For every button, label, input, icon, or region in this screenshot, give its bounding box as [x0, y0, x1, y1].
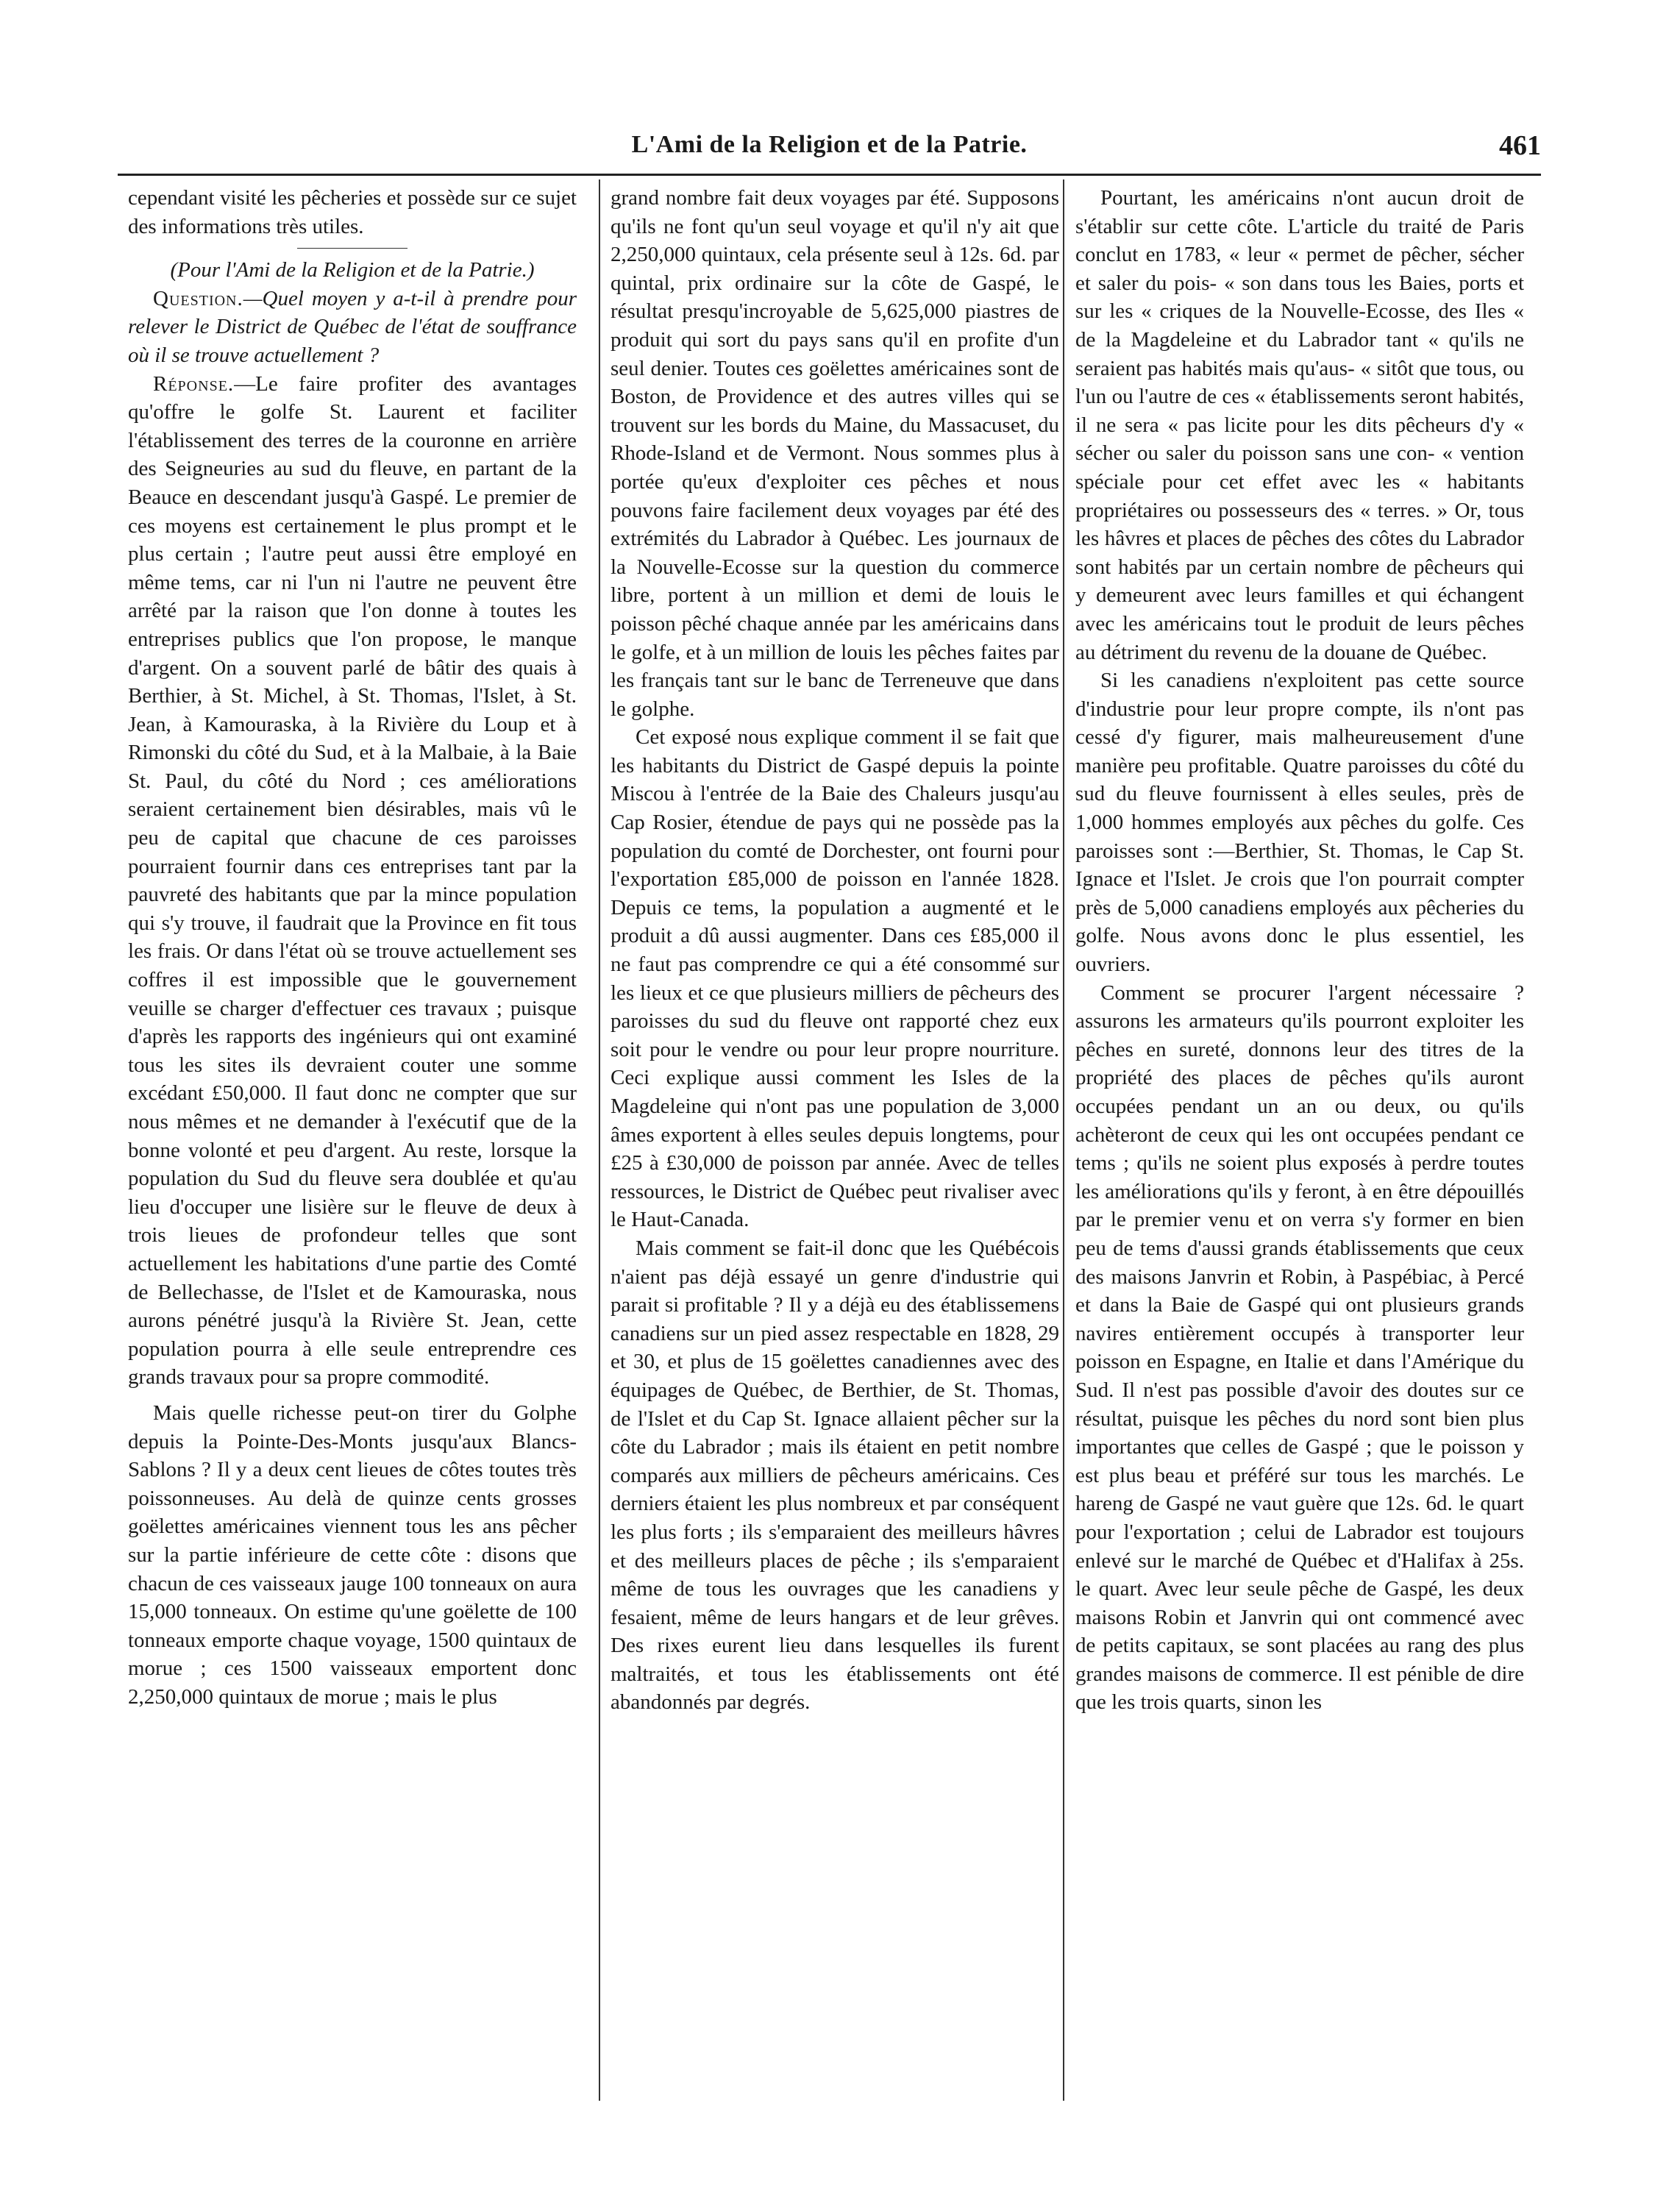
question-paragraph	[128, 285, 577, 370]
paragraph: Si les canadiens n'exploitent pas cette source d'industrie pour leur propre compte, ils n'ont pas cessé d'y figurer, mais malheureusement d'une manière peu profitable. Quatre paroisses du côté du sud du fleuve fournissent à elles seules, près de 1,000 hommes employés aux pêches du golfe. Ces paroisses sont :—Berthier, St. Thomas, le Cap St. Ignace et l'Islet. Je crois que l'on pourrait compter près de 5,000 canadiens employés aux pêcheries du golfe. Nous avons donc le plus essentiel, les ouvriers.	[1075, 669, 1524, 977]
paragraph: grand nombre fait deux voyages par été. Supposons qu'ils ne font qu'un seul voyage et qu'il n'y ait que 2,250,000 quintaux, cela présente seul à 12s. 6d. par quintal, prix ordinaire sur la côte de Gaspé, le résultat presqu'incroyable de 5,625,000 piastres de produit qui sort du pays sans qu'il en profite d'un seul denier. Toutes ces goëlettes américaines sont de Boston, de Providence et des autres villes qui se trouvent sur les bords du Maine, du Massacuset, du Rhode-Island et de Vermont. Nous sommes plus à portée qu'eux d'exploiter ces pêches et nous pouvons faire facilement deux voyages par été des extrémités du Labrador à Québec. Les journaux de la Nouvelle-Ecosse sur la question du commerce libre, portent à un million et demi de louis le poisson pêché chaque année par les américains dans le golfe, et à un million de louis les pêches faites par les français tant sur le banc de Terreneuve que dans le golphe.	[611, 186, 1059, 721]
paragraph: Cet exposé nous explique comment il se fait que les habitants du District de Gaspé depuis la pointe Miscou à l'entrée de la Baie des Chaleurs jusqu'au Cap Rosier, étendue de pays qui ne possède pas la population du comté de Dorchester, ont fourni pour l'exportation £85,000 de poisson en l'année 1828. Depuis ce tems, la population a augmenté et le produit a dû aussi augmenter. Dans ces £85,000 il ne faut pas comprendre ce qui a été consommé sur les lieux et ce que plusieurs milliers de pêcheurs des paroisses du sud du fleuve ont rapporté chez eux soit pour le vendre ou pour leur propre nourriture. Ceci explique aussi comment les Isles de la Magdeleine qui n'ont pas une population de 3,000 âmes exportent à elles seules depuis longtems, pour £25 à £30,000 de poisson par année. Avec de telles ressources, le District de Québec peut rivaliser avec le Haut-Canada.	[611, 725, 1059, 1232]
question-text: —Quel moyen y a-t-il à prendre pour relever le District de Québec de l'état de souffrance où il se trouve actuellement ?	[128, 286, 577, 367]
paragraph: cependant visité les pêcheries et possède sur ce sujet des informations très utiles.	[128, 186, 577, 238]
column-2	[611, 184, 1059, 2096]
running-title: L'Ami de la Religion et de la Patrie.	[631, 131, 1028, 158]
paragraph: Mais comment se fait-il donc que les Québécois n'aient pas déjà essayé un genre d'industrie qui parait si profitable ? Il y a déjà eu des établissemens canadiens sur un pied assez respectable en 1828, 29 et 30, et plus de 15 goëlettes canadiennes avec des équipages de Québec, de Berthier, de St. Thomas, de l'Islet et du Cap St. Ignace allaient pêcher sur la côte du Labrador ; mais ils étaient en petit nombre comparés aux milliers de pêcheurs américains. Ces derniers étaient les plus nombreux et par conséquent les plus forts ; ils s'emparaient des meilleurs hâvres et des meilleurs places de pêche ; ils s'emparaient même de tous les ouvrages que les canadiens y fesaient, même de leurs hangars et de leur grêves. Des rixes eurent lieu dans lesquelles ils furent maltraités, et tous les établissements ont été abandonnés par degrés.	[611, 1236, 1059, 1715]
page-header	[118, 131, 1541, 168]
column-divider	[1063, 179, 1064, 2101]
article-byline: (Pour l'Ami de la Religion et de la Patrie.)	[170, 258, 535, 282]
paragraph: Mais quelle richesse peut-on tirer du Golphe depuis la Pointe-Des-Monts jusqu'aux Blancs-Sablons ? Il y a deux cent lieues de côtes toutes très poissonneuses. Au delà de quinze cents grosses goëlettes américaines viennent tous les ans pêcher sur la partie inférieure de cette côte : disons que chacun de ces vaisseaux jauge 100 tonneaux on aura 15,000 tonneaux. On estime qu'une goëlette de 100 tonneaux emporte chaque voyage, 1500 quintaux de morue ; ces 1500 vaisseaux emportent donc 2,250,000 quintaux de morue ; mais le plus	[128, 1400, 577, 1709]
header-rule	[118, 174, 1541, 176]
paragraph: Pourtant, les américains n'ont aucun droit de s'établir sur cette côte. L'article du traité de Paris conclut en 1783, « leur « permet de pêcher, sécher et saler du pois- « son dans tous les Baies, ports et sur les « criques de la Nouvelle-Ecosse, des Iles « de la Magdeleine et du Labrador tant « qu'ils ne seraient pas habités mais qu'aus- « sitôt que tous, ou l'un ou l'autre de ces « établissements seront habités, il ne sera « pas licite pour les dits pêcheurs d'y « sécher ou saler du poisson sans une con- « vention spéciale pour cet effet avec les « habitants propriétaires ou possesseurs des « terres. » Or, tous les hâvres et places de pêches des côtes du Labrador sont habités par un certain nombre de pêcheurs qui y demeurent avec leurs familles et qui échangent avec les américains tout le produit de leurs pêches au détriment du revenu de la douane de Québec.	[1075, 186, 1524, 664]
answer-paragraph	[128, 370, 577, 1392]
column-3	[1075, 184, 1524, 2096]
answer-text: —Le faire profiter des avantages qu'offre le golfe St. Laurent et faciliter l'établissement des terres de la couronne en arrière des Seigneuries au sud du fleuve, en partant de la Beauce en descendant jusqu'à Gaspé. Le premier de ces moyens est certainement le plus prompt et le plus certain ; l'autre peut aussi être employé en même tems, car ni l'un ni l'autre ne peuvent être arrêté par la raison que l'on donne à toutes les entreprises publics que l'on propose, le manque d'argent. On a souvent parlé de bâtir des quais à Berthier, à St. Michel, à St. Thomas, l'Islet, à St. Jean, à Kamouraska, à la Rivière du Loup et à Rimonski du côté du Sud, et à la Malbaie, à la Baie St. Paul, du côté du Nord ; ces améliorations seraient certainement bien désirables, mais vû le peu de capital que chacune de ces paroisses pourraient fournir dans ces entreprises tant par la pauvreté des habitants que par la mince population qui s'y trouve, il faudrait que la Province en fit tous les frais. Or dans l'état où se trouve actuellement ses coffres il est impossible que le gouvernement veuille se charger d'effectuer ces travaux ; puisque d'après les rapports des ingénieurs qui ont examiné tous les sites ils devraient couter une somme excédant £50,000. Il faut donc ne compter que sur nous mêmes et ne demander à l'exécutif que de la bonne volonté et peu d'argent. Au reste, lorsque la population du Sud du fleuve sera doublée et qu'au lieu d'occuper une lisière sur le fleuve de deux à trois lieues de profondeur telles que sont actuellement les habitations d'une partie des Comté de Bellechasse, de l'Islet et de Kamouraska, nous aurons pénétré jusqu'à la Rivière St. Jean, cette population pourra à elle seule entreprendre ces grands travaux pour sa propre commodité.	[128, 371, 577, 1389]
column-divider	[599, 179, 600, 2101]
column-1	[128, 184, 577, 2096]
section-rule	[297, 248, 407, 249]
page-number: 461	[1499, 130, 1541, 161]
spacer	[128, 1392, 577, 1399]
answer-lead: Réponse.	[153, 371, 235, 396]
paragraph: Comment se procurer l'argent nécessaire ? assurons les armateurs qu'ils pourront exploiter les pêches en sureté, donnons leur des titres de la propriété des places de pêches qu'ils auront occupées pendant un an ou deux, ou qu'ils achèteront de ceux qui les ont occupées pendant ce tems ; qu'ils ne soient plus exposés à perdre toutes les améliorations qu'ils y feront, à en être dépouillés par le premier venu et on verra s'y former en bien peu de tems d'aussi grands établissements que ceux des maisons Janvrin et Robin, à Paspébiac, à Percé et dans la Baie de Gaspé qui ont plusieurs grands navires entièrement occupés à transporter leur poisson en Espagne, en Italie et dans l'Amérique du Sud. Il n'est pas possible d'avoir des doutes sur ce résultat, puisque les pêches du nord sont bien plus importantes que celles de Gaspé ; que le poisson y est plus beau et préféré sur tous les marchés. Le hareng de Gaspé ne vaut guère que 12s. 6d. le quart pour l'exportation ; celui de Labrador est toujours enlevé sur le marché de Québec et d'Halifax à 25s. le quart. Avec leur seule pêche de Gaspé, les deux maisons Robin et Janvrin qui ont commencé avec de petits capitaux, se sont placées au rang des plus grandes maisons de commerce. Il est pénible de dire que les trois quarts, sinon les	[1075, 980, 1524, 1715]
question-lead: Question.	[153, 286, 243, 310]
